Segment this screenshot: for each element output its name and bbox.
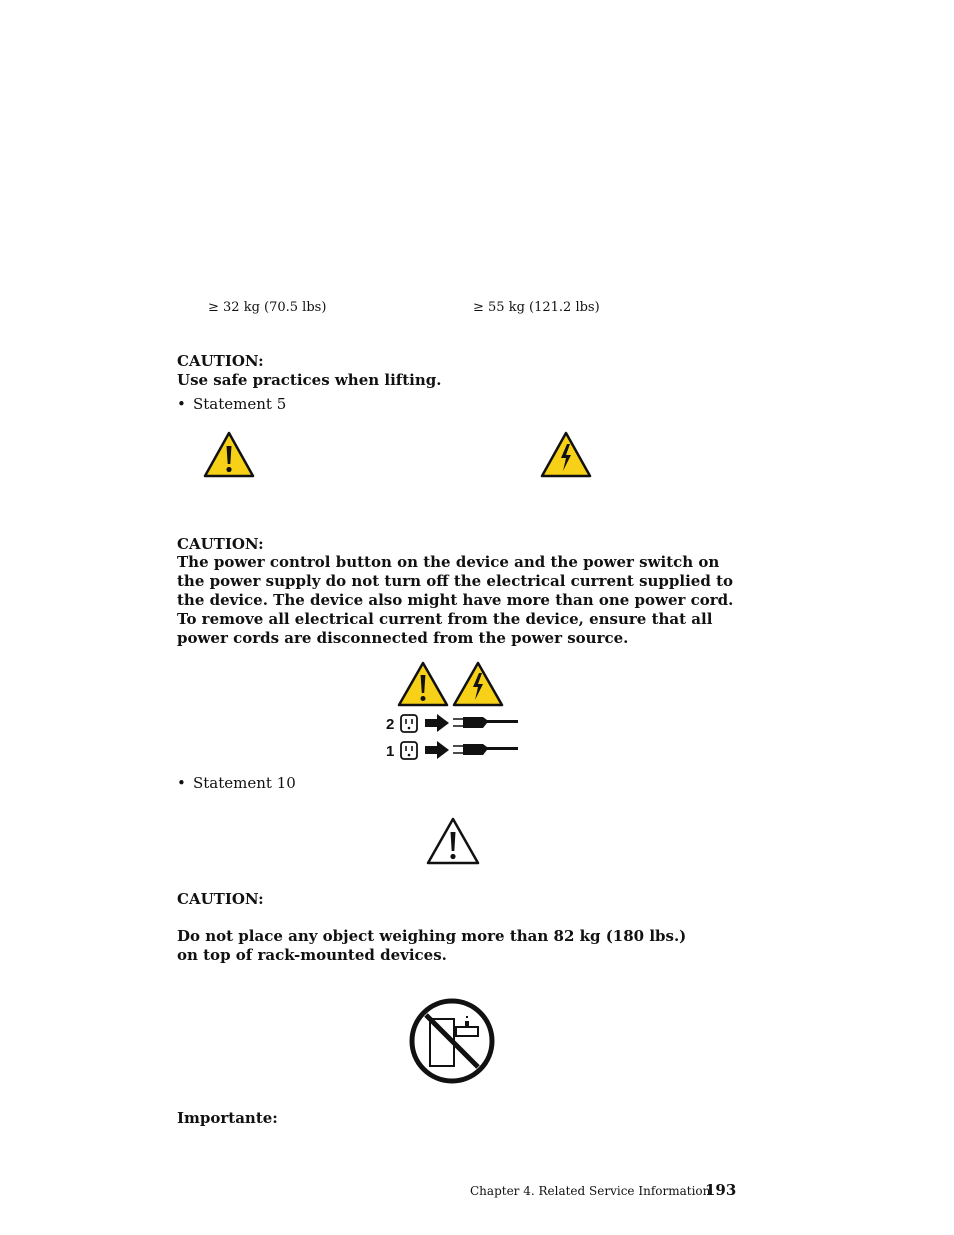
page-number: 193 — [705, 1181, 737, 1199]
arrow-icon — [425, 714, 449, 732]
caution2-heading: CAUTION: — [177, 535, 264, 553]
bullet: • — [177, 395, 186, 413]
power-disconnect-diagram — [385, 660, 525, 770]
electrical-hazard-icon — [540, 431, 592, 478]
power-plug-icon — [453, 717, 518, 728]
power-plug-icon — [453, 744, 518, 755]
caution1-heading: CAUTION: — [177, 352, 264, 370]
arrow-icon — [425, 741, 449, 759]
weight-right: ≥ 55 kg (121.2 lbs) — [473, 300, 600, 315]
bullet: • — [177, 774, 186, 792]
statement10-label: Statement 10 — [193, 774, 296, 792]
cord-label-1: 1 — [386, 743, 395, 760]
warning-triangle-icon — [399, 663, 447, 705]
no-stacking-icon — [408, 997, 496, 1085]
weight-left: ≥ 32 kg (70.5 lbs) — [208, 300, 327, 315]
footer-chapter: Chapter 4. Related Service Information — [470, 1184, 711, 1198]
warning-triangle-icon — [425, 816, 481, 866]
outlet-icon — [401, 715, 417, 732]
outlet-icon — [401, 742, 417, 759]
caution2-text: The power control button on the device and the power switch on the power supply do not turn off the electrical current supplied to the device. The device also might have more than one power cord. To remove all electrical current from the device, ensure that all power cords are disconnected from the power source. — [177, 553, 734, 647]
caution3-heading: CAUTION: — [177, 890, 264, 908]
warning-triangle-icon — [203, 431, 255, 478]
importante-label: Importante: — [177, 1109, 278, 1127]
caution1-text: Use safe practices when lifting. — [177, 371, 442, 389]
cord-label-2: 2 — [386, 716, 395, 733]
electrical-hazard-icon — [454, 663, 502, 705]
statement5-label: Statement 5 — [193, 395, 287, 413]
statement5-item — [177, 395, 286, 413]
statement10-item — [177, 774, 296, 792]
caution3-text: Do not place any object weighing more than 82 kg (180 lbs.) on top of rack-mounted devices. — [177, 927, 687, 964]
